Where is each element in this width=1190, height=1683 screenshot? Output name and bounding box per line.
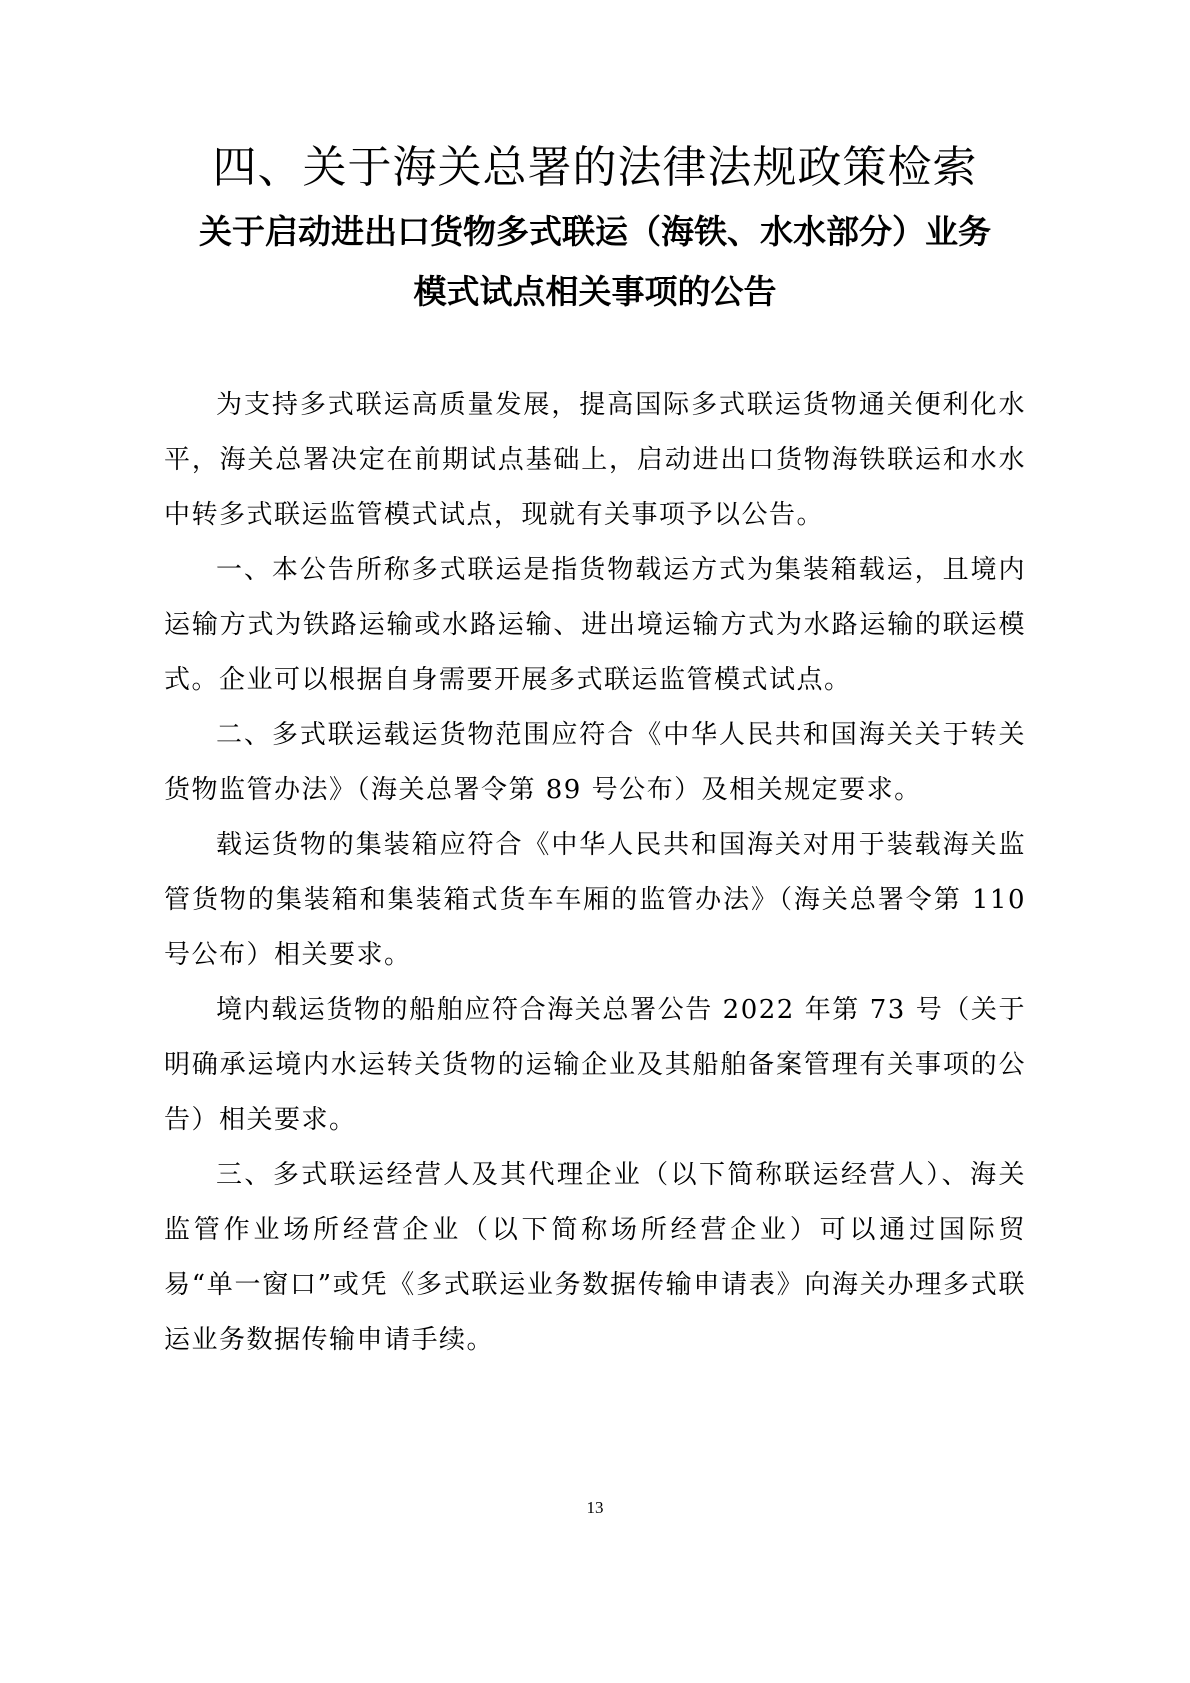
paragraph-vessel-requirement: 境内载运货物的船舶应符合海关总署公告 2022 年第 73 号（关于明确承运境内水运转关货物的运输企业及其船舶备案管理有关事项的公告）相关要求。: [164, 995, 1026, 1135]
paragraph-item-3: 三、多式联运经营人及其代理企业（以下简称联运经营人）、海关监管作业场所经营企业（以下简称场所经营企业）可以通过国际贸易“单一窗口”或凭《多式联运业务数据传输申请表》向海关办理多式联运业务数据传输申请手续。: [164, 1160, 1026, 1355]
paragraph-item-1: 一、本公告所称多式联运是指货物载运方式为集装箱载运，且境内运输方式为铁路运输或水路运输、进出境运输方式为水路运输的联运模式。企业可以根据自身需要开展多式联运监管模式试点。: [164, 555, 1026, 695]
document-body: [164, 378, 1026, 1368]
document-title: [162, 202, 1028, 322]
section-heading: 四、关于海关总署的法律法规政策检索: [212, 142, 978, 193]
title-line-2: 模式试点相关事项的公告: [413, 272, 777, 311]
paragraph-intro: 为支持多式联运高质量发展，提高国际多式联运货物通关便利化水平，海关总署决定在前期试点基础上，启动进出口货物海铁联运和水水中转多式联运监管模式试点，现就有关事项予以公告。: [164, 390, 1026, 530]
title-line-1: 关于启动进出口货物多式联运（海铁、水水部分）业务: [199, 212, 991, 251]
paragraph-container-requirement: 载运货物的集装箱应符合《中华人民共和国海关对用于装载海关监管货物的集装箱和集装箱式货车车厢的监管办法》（海关总署令第 110 号公布）相关要求。: [164, 830, 1026, 970]
page-number: 13: [586, 1498, 604, 1517]
paragraph-item-2: 二、多式联运载运货物范围应符合《中华人民共和国海关关于转关货物监管办法》（海关总署令第 89 号公布）及相关规定要求。: [164, 720, 1026, 805]
